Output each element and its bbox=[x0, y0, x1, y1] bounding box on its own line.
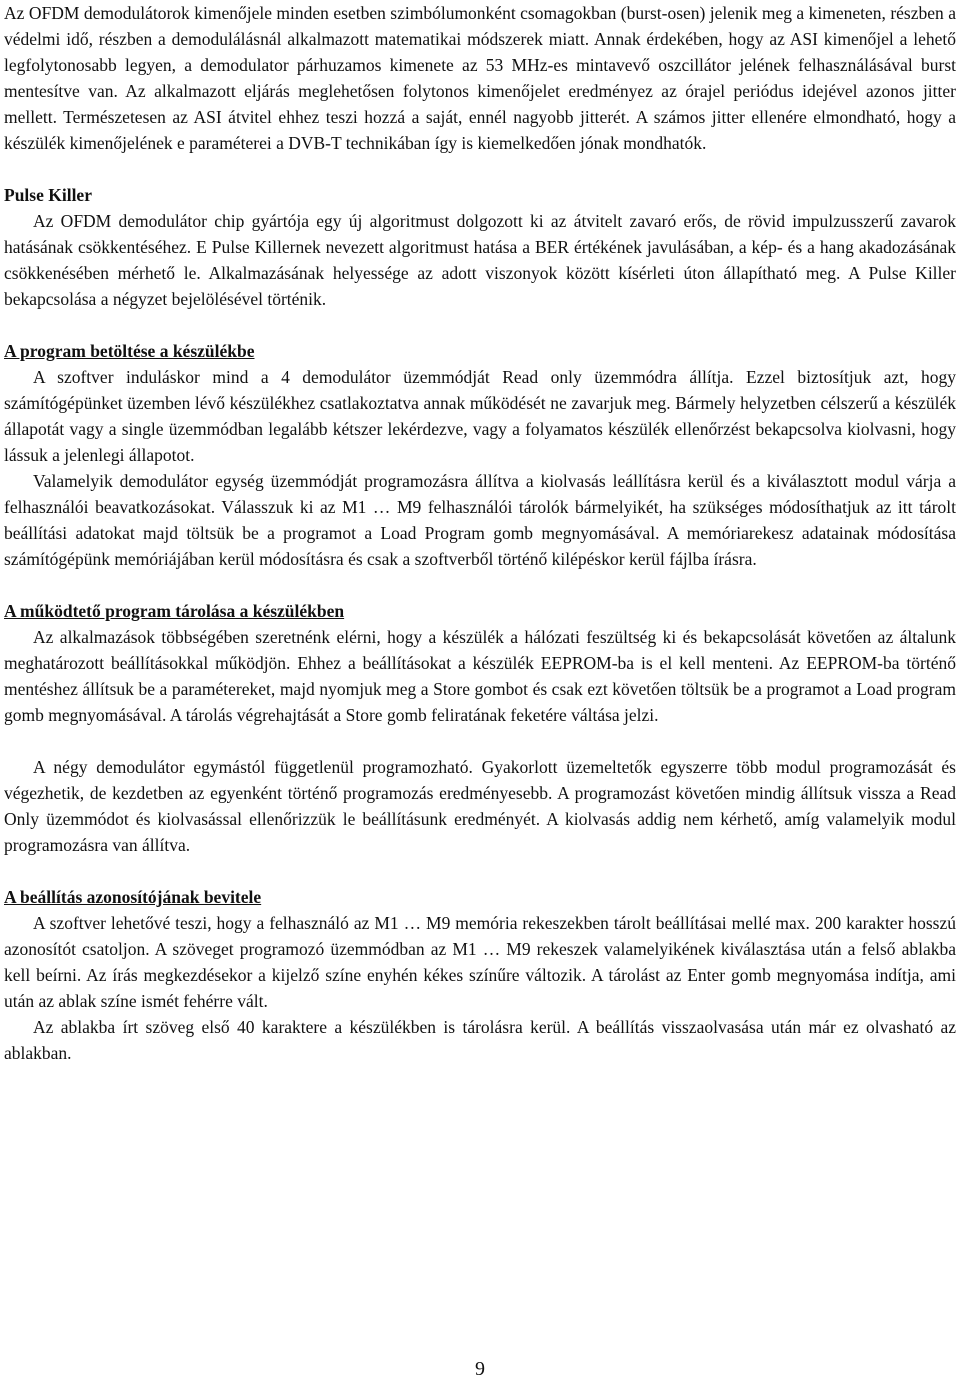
program-load-paragraph-2: Valamelyik demodulátor egység üzemmódját programozásra állítva a kiolvasás leállításra kerül és a kiválasztott modul várja a felhasználói beavatkozásokat. Válasszuk ki az M1 … M9 felhasználói tárolók bármelyikét, ha szükséges módosíthatjuk az itt tárolt beállítási adatokat majd töltsük be a programot a Load Program gomb megnyomásával. A memóriarekesz adatainak módosítása számítógépünk memóriájában kerül módosításra és csak a szoftverből történő kilépéskor kerül fájlba írásra. bbox=[4, 471, 956, 569]
program-store-paragraph-1: Az alkalmazások többségében szeretnénk elérni, hogy a készülék a hálózati feszültség ki és bekapcsolását követően az általunk meghatározott beállításokkal működjön. Ehhez a beállításokat a készülék EEPROM-ba is el kell menteni. Az EEPROM-ba történő mentéshez állítsuk be a paramétereket, majd nyomjuk meg a Store gombot és csak ezt követően töltsük be a programot a Load program gomb megnyomásával. A tárolás végrehajtását a Store gomb feliratának feketére váltása jelzi. bbox=[4, 627, 956, 725]
program-store-paragraph-2: A négy demodulátor egymástól függetlenül programozható. Gyakorlott üzemeltetők egyszerre több modul programozását és végezhetik, de kezdetben az egyenként történő programozás eredményesebb. A programozást követően mindig állítsuk vissza a Read Only üzemmódot és kiolvasással ellenőrizzük le beállításunk eredményét. A kiolvasás addig nem kérhető, amíg valamelyik modul programozásra van állítva. bbox=[4, 757, 956, 855]
section-title-pulse-killer: Pulse Killer bbox=[4, 185, 92, 205]
pulse-killer-paragraph: Az OFDM demodulátor chip gyártója egy új algoritmust dolgozott ki az átvitelt zavaró erős, de rövid impulzusszerű zavarok hatásának csökkentéséhez. E Pulse Killernek nevezett algoritmust hatása a BER értékének javulásában, a kép- és a hang akadozásának csökkenésében mérhető le. Alkalmazásának helyessége az adott viszonyok között kísérleti úton állapítható meg. A Pulse Killer bekapcsolása a négyzet bejelölésével történik. bbox=[4, 211, 956, 309]
section-title-id-input: A beállítás azonosítójának bevitele bbox=[4, 887, 262, 907]
section-title-program-store: A működtető program tárolása a készülékben bbox=[4, 601, 345, 621]
id-input-paragraph-1: A szoftver lehetővé teszi, hogy a felhasználó az M1 … M9 memória rekeszekben tárolt beállításai mellé max. 200 karakter hosszú azonosítót csatoljon. A szöveget programozó üzemmódban az M1 … M9 rekeszek valamelyikének kiválasztása után a felső ablakba kell beírni. Az írás megkezdésekor a kijelző színe enyhén kékes színűre változik. A tárolást az Enter gomb megnyomása indítja, ami után az ablak színe ismét fehérre vált. bbox=[4, 913, 956, 1011]
page-number: 9 bbox=[475, 1358, 485, 1380]
id-input-paragraph-2: Az ablakba írt szöveg első 40 karaktere a készülékben is tárolásra kerül. A beállítás visszaolvasása után már ez olvasható az ablakban. bbox=[4, 1017, 956, 1063]
program-load-paragraph-1: A szoftver induláskor mind a 4 demodulátor üzemmódját Read only üzemmódra állítja. Ezzel biztosítjuk azt, hogy számítógépünket üzemben lévő készülékhez csatlakoztatva annak működését ne zavarjuk meg. Bármely helyzetben célszerű a készülék állapotát vagy a single üzemmódban legalább kétszer lekérdezve, vagy a folyamatos készülék ellenőrzést bekapcsolva kiolvasni, hogy lássuk a jelenlegi állapotot. bbox=[4, 367, 956, 465]
section-title-program-load: A program betöltése a készülékbe bbox=[4, 341, 255, 361]
intro-paragraph: Az OFDM demodulátorok kimenőjele minden esetben szimbólumonként csomagokban (burst-osen) jelenik meg a kimeneten, részben a védelmi idő, részben a demodulálásnál alkalmazott matematikai módszerek miatt. Annak érdekében, hogy az ASI kimenőjel a lehető legfolytonosabb legyen, a demodulator párhuzamos kimenete az 53 MHz-es mintavevő oszcillátor jelének felhasználásával burst mentesítve van. Az alkalmazott eljárás meglehetősen folytonos kimenőjelet eredményez az órajel periódus idejével azonos jitter mellett. Természetesen az ASI átvitel ehhez teszi hozzá a saját, ennél nagyobb jitterét. A számos jitter ellenére elmondható, hogy a készülék kimenőjelének e paraméterei a DVB-T technikában így is kiemelkedően jónak mondhatók. bbox=[4, 3, 956, 153]
document-page bbox=[4, 0, 956, 1066]
